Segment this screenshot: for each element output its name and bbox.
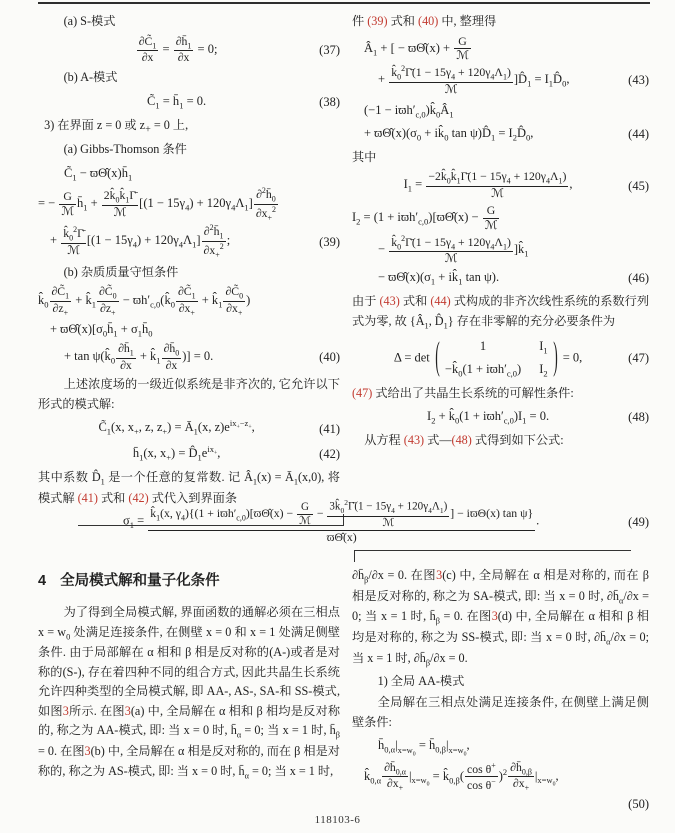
matrix-cell-21: $-k̂_0(1 + iϖh'_{c,0})$: [444, 361, 522, 379]
equation-41-number: (41): [319, 421, 340, 436]
equation-44-line2: + $ϖ\Thetâ(x)(\sigma_0$ + $ik̂_0$ $\tan \psi)D̂_1$ = $I_2D̂_0$,: [364, 125, 534, 143]
equation-48: [352, 406, 649, 428]
equation-41: [38, 417, 340, 439]
equation-47-body: [352, 336, 624, 381]
paragraph-substitute-result: 件 (39) 式和 (40) 中, 整理得: [352, 14, 497, 28]
paragraph-from-equations: 从方程 (43) 式—(48) 式得到如下公式:: [364, 433, 564, 448]
equation-ref[interactable]: 3: [84, 744, 91, 759]
equation-46-number: (46): [628, 271, 649, 286]
equation-45-number: (45): [628, 178, 649, 193]
equation-38: [38, 91, 340, 113]
left-paren: (: [435, 337, 440, 380]
equation-ref[interactable]: 3: [62, 703, 69, 718]
equation-37-body: $\frac{\partial C̃_1}{\partial x}$ = $\frac{\partial h̄_1}{\partial x}$ = 0;: [138, 34, 218, 65]
list-item-global-aa-mode: 1) 全局 AA-模式: [377, 673, 465, 688]
equation-42: [38, 443, 340, 465]
equation-39-number: (39): [319, 234, 340, 249]
matrix-cell-11: 1: [479, 338, 487, 353]
equation-43-number: (43): [628, 73, 649, 88]
equation-37-number: (37): [319, 42, 340, 57]
list-item-3-interface: 3) 在界面 z = 0 或 $z_+ = 0$ 上,: [44, 117, 189, 136]
page-number: 118103-6: [314, 814, 361, 826]
section-number: 4: [38, 573, 47, 589]
equation-39-line3: + $k̂_0^2\Gammā$ ℳ $[(1 - 15\gamma_4) + 120\gamma_4\Lambda_1]$ $\frac{\partial^2h̄_1}{\partial x_+^2}$ ;: [50, 223, 231, 260]
equation-ref[interactable]: (40): [418, 14, 439, 28]
section-title: 全局模式解和量子化条件: [60, 573, 220, 589]
equation-39-line1: $C̃_1$ − $ϖ\Thetâ(x)h̄_1$: [64, 165, 133, 183]
equation-ref[interactable]: 3: [124, 703, 131, 718]
wide-equation-49: [38, 496, 649, 548]
equation-ref[interactable]: (44): [430, 294, 451, 309]
equation-41-body: $C̃_1(x$, $x_+$, z, $z_+$) = $Ā_1(x$, $z)e^{ix_+-z_+}$,: [98, 418, 255, 438]
paragraph-coefficient-note: 其中系数 $D̂_1$ 是一个任意的复常数. 记 $Â_1(x)$ = $Ā_1(x,0)$, 将模式解 (41) 式和 (42) 式代入到界面条: [38, 469, 340, 505]
equation-40-line1: $k̂_0$ $\frac{\partial C̃_1}{\partial z_+}$ + $k̂_1$ $\frac{\partial C̃_0}{\partial z_+}$ − $ϖh'_{c,0}(k̂_0$ $\frac{\partial C̃_1}{\partial x_+}$ + $k̂_1$ $\frac{\partial C̃_0}{\partial x_+}$ ): [38, 285, 251, 318]
equation-40-number: (40): [319, 350, 340, 365]
paragraph-aa-conditions: 全局解在三相点处满足连接条件, 在侧壁上满足侧壁条件:: [352, 695, 649, 729]
equation-39-line2: = − G ℳ $h̄_1$ + $2k̂_0k̂_1\Gammā$ ℳ $[(1 - 15\gamma_4) + 120\gamma_4\Lambda_1]$ $\frac{\partial^2h̄_0}{\partial x_+^2}$: [38, 186, 277, 222]
paragraph-mode-symmetries: $\partial h̄_\beta/\partial x = 0$. 在图3(c) 中, 全局解在 α 相是对称的, 而在 β 相是反对称的, 称之为 SA-模式, 即: 当 x = 0 时, $\partial h̄_\alpha/\partial x = 0$; 当 x = 1 时, $h̄_\beta = 0$. 在图3(d) 中, 全局解在 α 相和 β 相均是对称的, 称之为 SS-模式, 即: 当 x = 0 时, $\partial h̄_\alpha/\partial x = 0$; 当 x = 1 时, $\partial h̄_\beta/\partial x = 0$.: [352, 568, 649, 668]
equation-ref[interactable]: (43): [403, 433, 425, 448]
equation-42-number: (42): [319, 446, 340, 461]
equation-50-line2: $k̂_{0,\alpha}$ $\frac{\partial h̄_{0,\alpha}}{\partial x_+}$ $|_{x=w_0}$ = $k̂_{0,\beta}$( $\frac{\cos \theta^+}{\cos \theta^-}$ )$^2$ $\frac{\partial h̄_{0,\beta}}{\partial x_+}$ $|_{x=w_0}$,: [364, 760, 559, 793]
where-label: 其中: [352, 149, 377, 164]
equation-ref[interactable]: 3: [436, 568, 443, 582]
equation-ref[interactable]: (42): [128, 490, 149, 505]
equation-49-number: (49): [628, 514, 649, 529]
equation-49-body: $\sigma_1$ = $k̂_1(x$, $\gamma_4)\{(1$ + $iϖh'_{c,0})[ϖ\Thetâ(x)$ − G ℳ − $3k̂_0^2\Gammā(1 - 15\gamma_4 + 120\gamma_4\Lambda_1)$ ℳ ] − iϖΘ(x) tan ψ} ϖΘ̂(x) .: [122, 498, 540, 544]
equation-47: [352, 336, 649, 381]
equation-46: [352, 204, 649, 289]
right-column-lower: [352, 550, 649, 817]
equation-44-line1: $(-1 - iϖh'_{c,0})k̂_0Â_1$: [364, 102, 454, 120]
equation-46-line2: − $k̂_0^2\Gammā(1 - 15\gamma_4 + 120\gamma_4\Lambda_1)$ ℳ ]$k̂_1$: [378, 233, 529, 266]
list-item-s-mode: (a) S-模式: [63, 14, 116, 28]
list-item-a-mode: (b) A-模式: [63, 70, 118, 85]
equation-43: [352, 35, 649, 97]
equation-40-line2: + $ϖ\Thetâ(x)[\sigma_0h̄_1$ + $\sigma_1h̄_0$: [50, 321, 153, 339]
paragraph-mode-solution-intro: 上述浓度场的一级近似系统是非齐次的, 它允许以下形式的模式解:: [38, 377, 340, 411]
equation-46-line3: − $ϖ\Thetâ(x)(\sigma_1$ + $ik̂_1$ tan ψ).: [378, 270, 500, 287]
matrix: [443, 336, 550, 381]
equation-43-line2: + $k̂_0^2\Gammā(1 - 15\gamma_4 + 120\gamma_4\Lambda_1)$ ℳ ]$D̂_1$ = $I_1D̂_0$,: [378, 64, 570, 96]
matrix-cell-22: $I_2$: [539, 361, 548, 379]
equation-ref[interactable]: (41): [77, 490, 98, 505]
equation-ref[interactable]: 3: [491, 609, 498, 624]
equation-50: [352, 735, 649, 814]
equation-39: [38, 163, 340, 260]
equation-ref[interactable]: (39): [367, 14, 388, 28]
equation-40: [38, 285, 340, 372]
paragraph-global-modes: 为了得到全局模式解, 界面函数的通解必须在三相点 $x = w_0$ 处满足连接条件, 在侧壁 x = 0 和 x = 1 处满足侧壁条件. 由于局部解在 α 相和 β 相是反对称的(A-)或者是对称的(S-), 存在着四种不同的组合方式, 因此共晶生长系统允许四种类型的全局模式解, 即 AA-, AS-, SA-和 SS-模式, 如图3所示. 在图3(a) 中, 全局解在 α 相和 β 相均是反对称的, 称之为 AA-模式, 即: 当 x = 0 时, $h̄_\alpha = 0$; 当 x = 1 时, $h̄_\beta = 0$. 在图3(b) 中, 全局解在 α 相是反对称的, 而在 β 相是对称的, 称之为 AS-模式, 即: 当 x = 0 时, $h̄_\alpha = 0$; 当 x = 1 时,: [38, 605, 341, 781]
section-heading: [38, 570, 340, 593]
equation-ref[interactable]: (43): [379, 294, 400, 309]
right-column-upper: [352, 10, 649, 453]
equation-50-number: (50): [628, 797, 649, 812]
paragraph-solvability: (47) 式给出了共晶生长系统的可解性条件:: [352, 385, 574, 400]
equation-40-line3: + $\tan \psi(k̂_0$ $\frac{\partial h̄_1}{\partial x}$ + $k̂_1$ $\frac{\partial h̄_0}{\partial x}$ )] = 0.: [64, 341, 214, 372]
paragraph-determinant-condition: 由于 (43) 式和 (44) 式构成的非齐次线性系统的系数行列式为零, 故 {$Â_1$, $D̂_1$} 存在非零解的充分必要条件为: [352, 294, 650, 331]
equation-37: [38, 35, 340, 66]
right-paren: ): [552, 337, 558, 380]
equation-38-number: (38): [319, 94, 340, 109]
equation-44: [352, 100, 649, 145]
left-column-upper: [38, 10, 340, 526]
equation-48-body: $I_2$ + $k̂_0(1 + iϖh'_{c,0})I_1 = 0$.: [427, 409, 550, 426]
equation-42-body: $h̄_1(x$, $x_+$) = $D̂_1e^{ix_+}$,: [132, 443, 221, 463]
equation-45-body: $I_1$ = $-2k̂_0k̂_1\Gammā(1 - 15\gamma_4 + 120\gamma_4\Lambda_1)$ ℳ ,: [403, 170, 573, 201]
equation-ref[interactable]: (48): [451, 433, 472, 448]
equation-47-number: (47): [628, 351, 649, 366]
equation-47-lhs: Δ = det: [393, 350, 430, 365]
list-item-mass-conservation: (b) 杂质质量守恒条件: [63, 264, 179, 279]
equation-47-rhs: = 0,: [562, 350, 583, 365]
equation-46-line1: $I_2 = (1$ + $iϖh'_{c,0})[ϖ\Thetâ(x)$ − G ℳ: [352, 204, 498, 232]
continuation-rule-right: [354, 550, 631, 562]
equation-38-body: $C̃_1$ = $h̄_1 = 0$.: [147, 93, 207, 111]
equation-50-line1: $h̄_{0,\alpha}|_{x=w_0}$ = $h̄_{0,\beta}|_{x=w_0}$,: [378, 738, 470, 758]
equation-45: [352, 170, 649, 201]
equation-43-line1: $Â_1$ + [ − ϖΘ̂(x) + G ℳ: [364, 34, 469, 63]
equation-44-number: (44): [628, 126, 649, 141]
equation-ref[interactable]: (47): [352, 385, 373, 400]
left-column-lower: [38, 568, 340, 784]
matrix-cell-12: $I_1$: [539, 338, 548, 356]
list-item-gibbs-thomson: (a) Gibbs-Thomson 条件: [63, 142, 187, 157]
equation-48-number: (48): [628, 410, 649, 425]
top-rule: [38, 2, 650, 4]
